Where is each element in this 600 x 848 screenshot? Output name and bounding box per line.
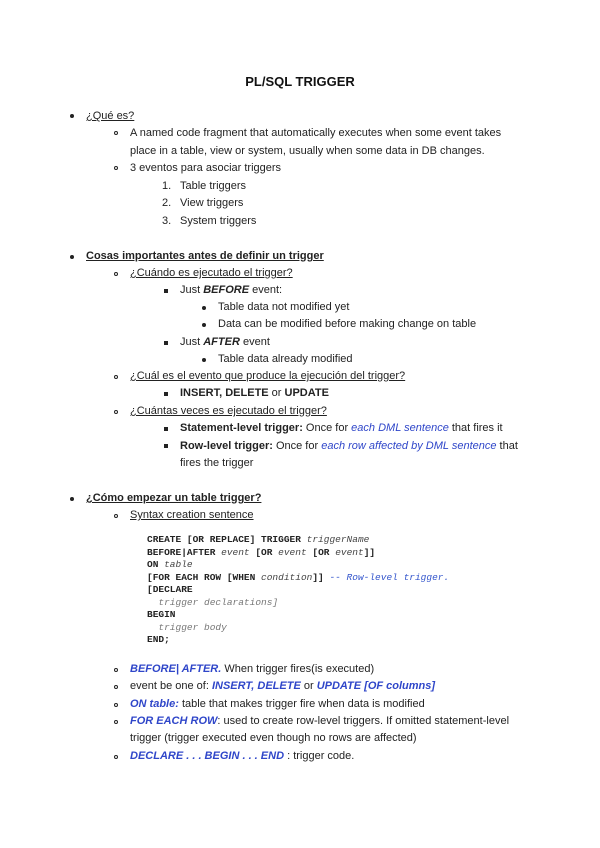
text: UPDATE [OF columns] <box>316 680 436 692</box>
text: condition <box>261 571 313 583</box>
text: event <box>221 546 250 558</box>
syntax-label: Syntax creation sentence <box>130 509 254 521</box>
bullet <box>114 720 118 724</box>
section-heading-que-es: ¿Qué es? <box>86 110 135 122</box>
events-line <box>180 386 329 401</box>
bullet <box>114 410 118 414</box>
bullet <box>164 341 168 345</box>
list-item: View triggers <box>180 197 244 209</box>
code-line: trigger body <box>147 621 227 633</box>
text: : trigger code. <box>284 750 355 762</box>
text: -- Row-level trigger. <box>329 571 450 583</box>
bullet <box>114 166 118 170</box>
code-line <box>147 572 449 585</box>
text: ]] <box>312 571 330 583</box>
text: triggerName <box>306 534 370 545</box>
text: [OR <box>306 546 336 558</box>
section-heading-como-empezar: ¿Cómo empezar un table trigger? <box>86 492 262 504</box>
bullet <box>114 514 118 518</box>
list-number: 1. <box>162 180 172 192</box>
bullet <box>114 375 118 379</box>
bullet <box>164 392 168 396</box>
text: DECLARE . . . BEGIN . . . END <box>130 750 285 762</box>
code-line <box>147 559 449 572</box>
statement-level-line <box>180 421 503 436</box>
point-for-each-row-2: trigger (trigger executed even though no rows are affected) <box>130 732 417 744</box>
text: table that makes trigger fire when data is modified <box>178 698 425 710</box>
text: Once for <box>272 440 322 452</box>
list-item: Data can be modified before making change on table <box>218 318 477 330</box>
text: that <box>496 440 518 452</box>
code-line <box>147 534 449 547</box>
text: UPDATE <box>284 387 329 399</box>
question-cuando: ¿Cuándo es ejecutado el trigger? <box>130 267 293 279</box>
bullet <box>164 427 168 431</box>
point-on-table <box>130 697 425 712</box>
point-for-each-row <box>130 714 509 729</box>
page-title: PL/SQL TRIGGER <box>245 74 355 89</box>
text: event: <box>249 284 283 296</box>
text: Once for <box>302 422 352 434</box>
list-number: 3. <box>162 215 172 227</box>
text: event <box>278 546 307 558</box>
point-event <box>130 679 435 694</box>
bullet <box>114 685 118 689</box>
text: INSERT, DELETE <box>211 680 301 692</box>
code-line: BEGIN <box>147 609 176 620</box>
bullet <box>114 272 118 276</box>
text: each DML sentence <box>351 422 449 434</box>
text: INSERT, DELETE <box>180 387 269 399</box>
bullet <box>202 358 206 362</box>
bullet <box>202 323 206 327</box>
text: each row affected by DML sentence <box>321 440 497 452</box>
text: BEFORE| AFTER. <box>130 663 222 675</box>
just-after-line <box>180 335 270 350</box>
text: When trigger fires(is executed) <box>221 663 375 675</box>
text: Just <box>180 336 204 348</box>
point-declare <box>130 749 354 764</box>
list-item: Table data not modified yet <box>218 301 350 313</box>
code-line <box>147 547 449 560</box>
question-cual: ¿Cuál es el evento que produce la ejecución del trigger? <box>130 370 406 382</box>
bullet <box>114 668 118 672</box>
code-line: END; <box>147 634 170 645</box>
text: ON table: <box>130 698 179 710</box>
text: event <box>335 546 364 558</box>
text: table <box>164 559 193 570</box>
code-line: [DECLARE <box>147 584 193 595</box>
code-line: trigger declarations] <box>147 596 279 608</box>
text: event be one of: <box>130 680 212 692</box>
row-level-line-2: fires the trigger <box>180 457 254 469</box>
text: BEFORE|AFTER <box>147 546 222 558</box>
events-intro: 3 eventos para asociar triggers <box>130 162 282 174</box>
list-item: Table data already modified <box>218 353 353 365</box>
bullet <box>164 444 168 448</box>
text: AFTER <box>203 336 240 348</box>
text: [OR <box>249 546 279 558</box>
text: or <box>268 387 285 399</box>
list-item: Table triggers <box>180 180 247 192</box>
list-number: 2. <box>162 197 172 209</box>
bullet <box>70 255 74 259</box>
point-before-after <box>130 662 374 677</box>
text: Row-level trigger: <box>180 440 273 452</box>
text: event <box>239 336 270 348</box>
just-before-line <box>180 283 282 298</box>
text: : used to create row-level triggers. If omitted statement-level <box>217 715 510 727</box>
text: BEFORE <box>203 284 250 296</box>
bullet <box>164 289 168 293</box>
text: that fires it <box>448 422 503 434</box>
text: FOR EACH ROW <box>130 715 218 727</box>
text: Just <box>180 284 204 296</box>
bullet <box>70 497 74 501</box>
text: or <box>300 680 317 692</box>
bullet <box>202 306 206 310</box>
text: ON <box>147 559 165 570</box>
text: [FOR EACH ROW [WHEN <box>147 571 262 583</box>
section-heading-cosas-importantes: Cosas importantes antes de definir un trigger <box>86 250 324 262</box>
row-level-line <box>180 439 518 454</box>
bullet <box>70 114 74 118</box>
text: Statement-level trigger: <box>180 422 303 434</box>
bullet <box>114 131 118 135</box>
bullet <box>114 703 118 707</box>
list-item: System triggers <box>180 215 257 227</box>
text: CREATE [OR REPLACE] TRIGGER <box>147 534 307 545</box>
code-block <box>147 534 449 647</box>
definition-line-1: A named code fragment that automatically executes when some event takes <box>130 127 502 139</box>
question-cuantas: ¿Cuántas veces es ejecutado el trigger? <box>130 405 327 417</box>
text: ]] <box>363 546 376 558</box>
definition-line-2: place in a table, view or system, usually when some data in DB changes. <box>130 145 485 157</box>
bullet <box>114 755 118 759</box>
